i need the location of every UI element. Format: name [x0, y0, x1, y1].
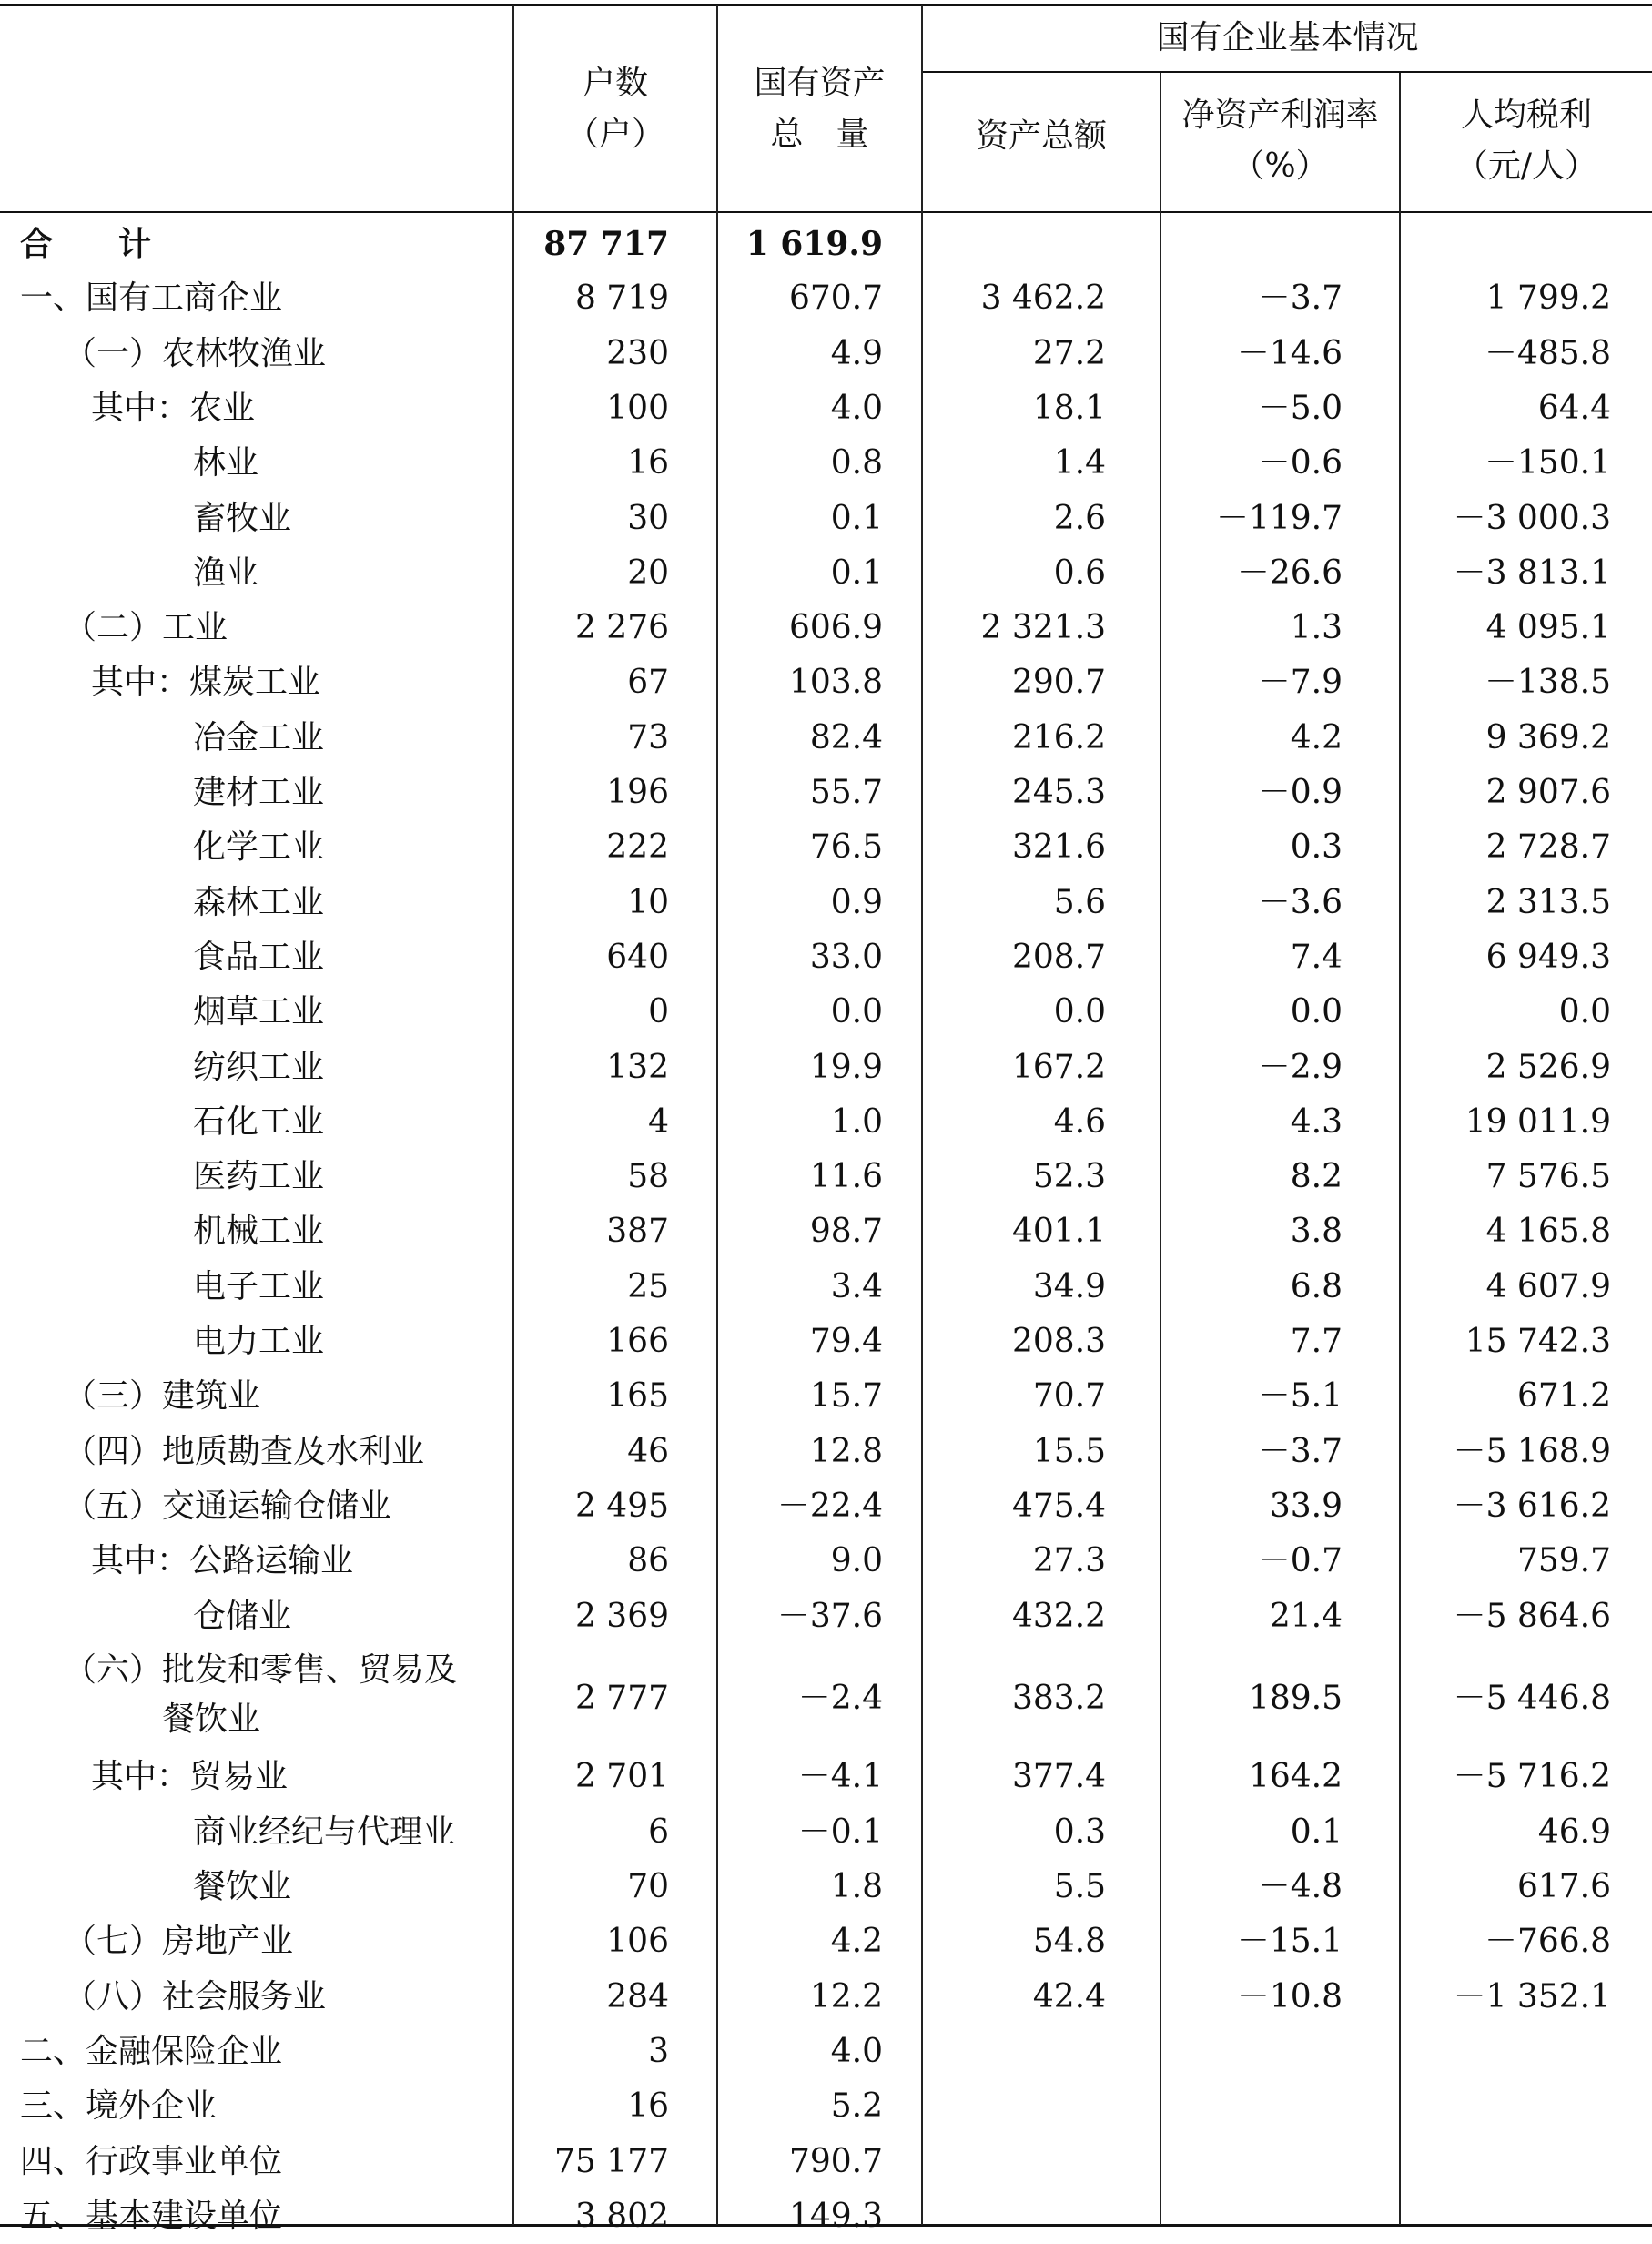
roe-cell: 7.7: [1290, 1323, 1343, 1360]
households-cell: 640: [606, 938, 669, 976]
roe-cell: [1165, 2079, 1343, 2134]
row-label: （八）社会服务业: [64, 1977, 327, 2016]
total-assets-cell: 321.6: [1011, 828, 1106, 867]
households-cell: 165: [606, 1377, 669, 1416]
roe-cell: 0.3: [1290, 828, 1343, 867]
state-assets-cell: 11.6: [809, 1158, 883, 1196]
households-cell: 73: [627, 718, 669, 756]
total-assets-cell: 401.1: [1011, 1213, 1106, 1251]
roe-cell: －14.6: [1236, 334, 1343, 372]
tax-per-capita-cell: －1 352.1: [1453, 1977, 1611, 2016]
total-assets-cell: 27.3: [1032, 1542, 1106, 1580]
state-assets-cell: －0.1: [797, 1812, 883, 1851]
tax-per-capita-cell: 0.0: [1558, 993, 1611, 1031]
state-assets-cell: 0.9: [830, 883, 883, 921]
tax-per-capita-cell: 2 313.5: [1485, 883, 1611, 921]
tax-per-capita-cell: －150.1: [1484, 444, 1611, 482]
tax-per-capita-cell: －766.8: [1484, 1923, 1611, 1961]
households-cell: 58: [627, 1158, 669, 1196]
state-assets-cell: 82.4: [809, 718, 883, 756]
state-assets-cell: 0.1: [830, 553, 883, 592]
roe-cell: [1165, 2025, 1343, 2079]
tax-per-capita-cell: －5 168.9: [1453, 1432, 1611, 1470]
tax-per-capita-cell: [1393, 217, 1611, 271]
state-assets-cell: 1 619.9: [745, 225, 883, 263]
total-assets-cell: 34.9: [1032, 1267, 1106, 1305]
households-cell: 2 369: [574, 1597, 669, 1635]
table-row: [0, 1970, 1652, 2025]
row-label: 医药工业: [193, 1158, 325, 1196]
roe-cell: －5.1: [1257, 1377, 1343, 1416]
table-row: [0, 711, 1652, 766]
row-label: 其中：贸易业: [91, 1758, 289, 1796]
row-label: （五）交通运输仓储业: [64, 1487, 392, 1525]
households-cell: 4: [648, 1102, 669, 1141]
tax-per-capita-cell: －3 616.2: [1453, 1487, 1611, 1525]
state-assets-cell: 1.8: [830, 1868, 883, 1905]
header-households: 户数 （户）: [565, 65, 664, 153]
tax-per-capita-cell: [1393, 2079, 1611, 2134]
header-group-title: 国有企业基本情况: [1156, 19, 1419, 56]
state-assets-cell: 15.7: [809, 1377, 883, 1416]
tax-per-capita-cell: －3 813.1: [1453, 553, 1611, 592]
table-row: [0, 1425, 1652, 1479]
households-cell: 132: [606, 1048, 669, 1086]
roe-cell: 0.0: [1290, 993, 1343, 1031]
state-assets-cell: 12.2: [809, 1977, 883, 2016]
row-label: 合 计: [20, 225, 152, 263]
tax-per-capita-cell: 9 369.2: [1485, 718, 1611, 756]
tax-per-capita-cell: 7 576.5: [1485, 1158, 1611, 1196]
table-row: [0, 381, 1652, 436]
table-row: [0, 876, 1652, 930]
table-row: [0, 217, 1652, 271]
total-assets-cell: [928, 2079, 1106, 2134]
tax-per-capita-cell: 671.2: [1516, 1377, 1611, 1416]
tax-per-capita-cell: 6 949.3: [1485, 938, 1611, 976]
tax-per-capita-cell: 2 728.7: [1485, 828, 1611, 867]
roe-cell: 21.4: [1269, 1597, 1343, 1635]
households-cell: 67: [627, 664, 669, 702]
table-row: [0, 1204, 1652, 1259]
total-assets-cell: [928, 2189, 1106, 2244]
table-row: [0, 655, 1652, 710]
total-assets-cell: [928, 2025, 1106, 2079]
table-row: [0, 546, 1652, 601]
state-assets-cell: 790.7: [788, 2142, 883, 2180]
table-row: [0, 327, 1652, 381]
total-assets-cell: 290.7: [1011, 664, 1106, 702]
row-label: 电力工业: [193, 1323, 325, 1360]
total-assets-cell: 18.1: [1032, 389, 1106, 427]
row-label: （二）工业: [64, 609, 228, 647]
tax-per-capita-cell: 15 742.3: [1465, 1323, 1611, 1360]
total-assets-cell: 383.2: [1011, 1679, 1106, 1717]
roe-cell: 33.9: [1269, 1487, 1343, 1525]
households-cell: 16: [627, 444, 669, 482]
row-label: 化学工业: [193, 828, 325, 867]
households-cell: 3: [648, 2032, 669, 2070]
state-assets-cell: 0.8: [830, 444, 883, 482]
state-assets-cell: 670.7: [788, 279, 883, 318]
row-label: 食品工业: [193, 938, 325, 976]
row-label: （三）建筑业: [64, 1377, 261, 1416]
roe-cell: －3.6: [1257, 883, 1343, 921]
roe-cell: －3.7: [1257, 279, 1343, 318]
tax-per-capita-cell: －5 864.6: [1453, 1597, 1611, 1635]
row-label: 三、境外企业: [20, 2087, 218, 2126]
total-assets-cell: 70.7: [1032, 1377, 1106, 1416]
state-assets-cell: 55.7: [809, 774, 883, 811]
state-assets-cell: －4.1: [797, 1758, 883, 1796]
total-assets-cell: 2.6: [1053, 499, 1106, 537]
households-cell: 166: [606, 1323, 669, 1360]
table-row: [0, 1150, 1652, 1204]
header-bottom-rule: [0, 211, 1652, 213]
row-label: 机械工业: [193, 1213, 325, 1251]
roe-cell: 4.3: [1290, 1102, 1343, 1141]
state-assets-cell: －2.4: [797, 1679, 883, 1717]
total-assets-cell: 167.2: [1011, 1048, 1106, 1086]
state-assets-cell: 4.9: [830, 334, 883, 372]
roe-cell: 3.8: [1290, 1213, 1343, 1251]
row-label: 冶金工业: [193, 718, 325, 756]
roe-cell: －0.7: [1257, 1542, 1343, 1580]
households-cell: 8 719: [574, 279, 669, 318]
state-assets-cell: 19.9: [809, 1048, 883, 1086]
total-assets-cell: 1.4: [1053, 444, 1106, 482]
table-row: [0, 1369, 1652, 1424]
tax-per-capita-cell: 19 011.9: [1465, 1102, 1611, 1141]
state-assets-cell: －37.6: [776, 1597, 883, 1635]
table-row: [0, 1650, 1652, 1738]
households-cell: 222: [606, 828, 669, 867]
state-assets-cell: 4.0: [830, 2032, 883, 2070]
table-row: [0, 985, 1652, 1040]
households-cell: 6: [648, 1812, 669, 1851]
table-row: [0, 1315, 1652, 1369]
table-row: [0, 1260, 1652, 1315]
tax-per-capita-cell: －138.5: [1484, 664, 1611, 702]
roe-cell: －5.0: [1257, 389, 1343, 427]
roe-cell: －2.9: [1257, 1048, 1343, 1086]
table-row: [0, 2135, 1652, 2189]
roe-cell: [1165, 217, 1343, 271]
row-label: 其中：公路运输业: [91, 1542, 354, 1580]
table-row: [0, 1534, 1652, 1589]
total-assets-cell: 54.8: [1032, 1923, 1106, 1961]
state-assets-cell: 12.8: [809, 1432, 883, 1470]
roe-cell: －3.7: [1257, 1432, 1343, 1470]
tax-per-capita-cell: －485.8: [1484, 334, 1611, 372]
roe-cell: 0.1: [1290, 1812, 1343, 1851]
tax-per-capita-cell: 64.4: [1537, 389, 1611, 427]
state-assets-cell: 606.9: [788, 609, 883, 647]
total-assets-cell: 52.3: [1032, 1158, 1106, 1196]
roe-cell: －0.6: [1257, 444, 1343, 482]
state-assets-cell: 0.0: [830, 993, 883, 1031]
state-assets-cell: 79.4: [809, 1323, 883, 1360]
households-cell: 3 802: [574, 2197, 669, 2235]
row-label: 二、金融保险企业: [20, 2032, 283, 2070]
roe-cell: 1.3: [1290, 609, 1343, 647]
tax-per-capita-cell: 2 526.9: [1485, 1048, 1611, 1086]
row-label: 五、基本建设单位: [20, 2197, 283, 2235]
row-label: 其中：煤炭工业: [91, 664, 321, 702]
total-assets-cell: 432.2: [1011, 1597, 1106, 1635]
row-label: 电子工业: [193, 1267, 325, 1305]
state-assets-cell: 76.5: [809, 828, 883, 867]
tax-per-capita-cell: 4 095.1: [1485, 609, 1611, 647]
row-label: 仓储业: [193, 1597, 292, 1635]
header-state-assets: 国有资产 总 量: [754, 65, 886, 153]
tax-per-capita-cell: 2 907.6: [1485, 774, 1611, 811]
households-cell: 0: [648, 993, 669, 1031]
total-assets-cell: 15.5: [1032, 1432, 1106, 1470]
table-row: [0, 930, 1652, 985]
households-cell: 70: [627, 1868, 669, 1905]
tax-per-capita-cell: －5 716.2: [1453, 1758, 1611, 1796]
tax-per-capita-cell: －3 000.3: [1453, 499, 1611, 537]
row-label: 其中：农业: [91, 389, 256, 427]
total-assets-cell: 245.3: [1011, 774, 1106, 811]
households-cell: 284: [606, 1977, 669, 2016]
state-assets-cell: 4.0: [830, 389, 883, 427]
households-cell: 230: [606, 334, 669, 372]
row-label: 烟草工业: [193, 993, 325, 1031]
total-assets-cell: 208.3: [1011, 1323, 1106, 1360]
table-row: [0, 2025, 1652, 2079]
row-label: （六）批发和零售、贸易及 餐饮业: [64, 1650, 458, 1738]
roe-cell: 8.2: [1290, 1158, 1343, 1196]
row-label: 渔业: [193, 553, 259, 592]
table-row: [0, 1095, 1652, 1150]
tax-per-capita-cell: 759.7: [1516, 1542, 1611, 1580]
roe-cell: －4.8: [1257, 1868, 1343, 1905]
roe-cell: －7.9: [1257, 664, 1343, 702]
total-assets-cell: 5.5: [1053, 1868, 1106, 1905]
total-assets-cell: [928, 2135, 1106, 2189]
table-row: [0, 1914, 1652, 1969]
total-assets-cell: 5.6: [1053, 883, 1106, 921]
state-assets-cell: 103.8: [788, 664, 883, 702]
total-assets-cell: 4.6: [1053, 1102, 1106, 1141]
table-row: [0, 1750, 1652, 1804]
households-cell: 25: [627, 1267, 669, 1305]
row-label: 纺织工业: [193, 1048, 325, 1086]
table-row: [0, 2189, 1652, 2244]
state-assets-cell: 1.0: [830, 1102, 883, 1141]
state-assets-cell: 5.2: [830, 2087, 883, 2126]
state-assets-cell: 98.7: [809, 1213, 883, 1251]
households-cell: 2 276: [574, 609, 669, 647]
total-assets-cell: 377.4: [1011, 1758, 1106, 1796]
row-label: （四）地质勘查及水利业: [64, 1432, 425, 1470]
table-row: [0, 1860, 1652, 1914]
households-cell: 2 777: [574, 1679, 669, 1717]
roe-cell: －15.1: [1236, 1923, 1343, 1961]
row-label: 商业经纪与代理业: [193, 1812, 456, 1851]
row-label: 畜牧业: [193, 499, 292, 537]
row-label: 四、行政事业单位: [20, 2142, 283, 2180]
row-label: （一）农林牧渔业: [64, 334, 327, 372]
tax-per-capita-cell: 1 799.2: [1485, 279, 1611, 318]
table-row: [0, 820, 1652, 875]
table-row: [0, 601, 1652, 655]
row-label: 石化工业: [193, 1102, 325, 1141]
table-row: [0, 1589, 1652, 1644]
state-assets-cell: 3.4: [830, 1267, 883, 1305]
state-assets-cell: －22.4: [776, 1487, 883, 1525]
tax-per-capita-cell: 4 165.8: [1485, 1213, 1611, 1251]
roe-cell: 7.4: [1290, 938, 1343, 976]
state-assets-cell: 9.0: [830, 1542, 883, 1580]
state-assets-cell: 0.1: [830, 499, 883, 537]
header-total-assets: 资产总额: [975, 117, 1107, 155]
total-assets-cell: 216.2: [1011, 718, 1106, 756]
header-roe: 净资产利润率 （%）: [1181, 96, 1379, 185]
state-assets-cell: 149.3: [788, 2197, 883, 2235]
households-cell: 387: [606, 1213, 669, 1251]
households-cell: 20: [627, 553, 669, 592]
roe-cell: －10.8: [1236, 1977, 1343, 2016]
households-cell: 196: [606, 774, 669, 811]
header-tax-per-capita: 人均税利 （元/人）: [1454, 96, 1598, 185]
households-cell: 30: [627, 499, 669, 537]
households-cell: 46: [627, 1432, 669, 1470]
households-cell: 75 177: [554, 2142, 669, 2180]
roe-cell: －26.6: [1236, 553, 1343, 592]
tax-per-capita-cell: [1393, 2135, 1611, 2189]
total-assets-cell: 0.3: [1053, 1812, 1106, 1851]
roe-cell: 164.2: [1248, 1758, 1343, 1796]
households-cell: 10: [627, 883, 669, 921]
table-row: [0, 1041, 1652, 1095]
tax-per-capita-cell: 46.9: [1537, 1812, 1611, 1851]
roe-cell: 189.5: [1248, 1679, 1343, 1717]
households-cell: 106: [606, 1923, 669, 1961]
households-cell: 2 701: [574, 1758, 669, 1796]
total-assets-cell: 0.6: [1053, 553, 1106, 592]
roe-cell: －119.7: [1215, 499, 1343, 537]
row-label: 林业: [193, 444, 259, 482]
households-cell: 16: [627, 2087, 669, 2126]
table-row: [0, 271, 1652, 326]
state-assets-cell: 33.0: [809, 938, 883, 976]
households-cell: 87 717: [543, 225, 669, 263]
total-assets-cell: 27.2: [1032, 334, 1106, 372]
total-assets-cell: 475.4: [1011, 1487, 1106, 1525]
total-assets-cell: [928, 217, 1106, 271]
tax-per-capita-cell: 617.6: [1516, 1868, 1611, 1905]
households-cell: 100: [606, 389, 669, 427]
row-label: 森林工业: [193, 883, 325, 921]
total-assets-cell: 0.0: [1053, 993, 1106, 1031]
table-row: [0, 492, 1652, 546]
total-assets-cell: 3 462.2: [980, 279, 1106, 318]
total-assets-cell: 42.4: [1032, 1977, 1106, 2016]
state-assets-cell: 4.2: [830, 1923, 883, 1961]
households-cell: 86: [627, 1542, 669, 1580]
tax-per-capita-cell: －5 446.8: [1453, 1679, 1611, 1717]
roe-cell: 4.2: [1290, 718, 1343, 756]
households-cell: 2 495: [574, 1487, 669, 1525]
table-row: [0, 2079, 1652, 2134]
roe-cell: －0.9: [1257, 774, 1343, 811]
roe-cell: [1165, 2135, 1343, 2189]
row-label: 建材工业: [193, 774, 325, 811]
table-row: [0, 1479, 1652, 1534]
roe-cell: 6.8: [1290, 1267, 1343, 1305]
total-assets-cell: 208.7: [1011, 938, 1106, 976]
row-label: 一、国有工商企业: [20, 279, 283, 318]
table-row: [0, 1805, 1652, 1860]
roe-cell: [1165, 2189, 1343, 2244]
table-row: [0, 766, 1652, 820]
row-label: 餐饮业: [193, 1868, 292, 1905]
total-assets-cell: 2 321.3: [980, 609, 1106, 647]
tax-per-capita-cell: [1393, 2189, 1611, 2244]
row-label: （七）房地产业: [64, 1923, 294, 1961]
tax-per-capita-cell: 4 607.9: [1485, 1267, 1611, 1305]
table-row: [0, 436, 1652, 491]
tax-per-capita-cell: [1393, 2025, 1611, 2079]
